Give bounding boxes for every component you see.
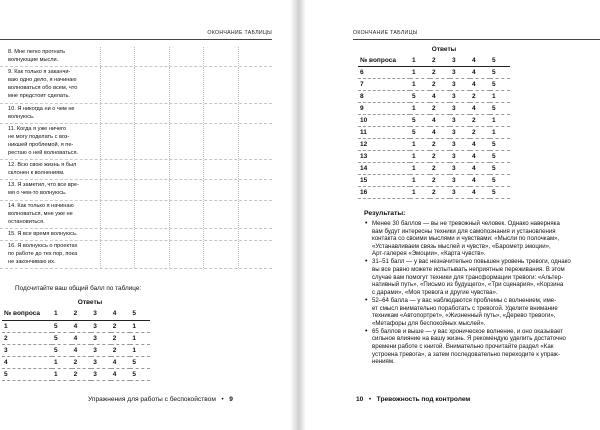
question-number: 12: [358, 139, 410, 151]
result-line: «Метафоры для беспокойных мыслей».: [372, 319, 486, 327]
score-value: 1: [410, 187, 430, 199]
question-number: 8: [358, 91, 410, 103]
answer-column-header: 1: [52, 308, 72, 320]
score-value: 4: [470, 139, 490, 151]
result-line: 52–64 балла — у вас наблюдаются проблемы с волнением, име-: [372, 296, 557, 304]
results-title: Результаты:: [364, 210, 406, 217]
result-line: 31–51 балл — у вас незначительно повышен уровень тревоги, однако: [372, 258, 571, 266]
result-line: сильное влияние на вашу жизнь. Я рекомендую уделить достаточно: [372, 335, 566, 343]
answer-cell: [203, 160, 237, 179]
score-value: 2: [430, 187, 450, 199]
score-value: 2: [470, 115, 490, 127]
answer-column-header: 1: [410, 55, 430, 67]
statement-row: [0, 104, 272, 124]
score-value: 4: [72, 332, 92, 344]
score-row: [358, 127, 510, 139]
score-value: 3: [91, 356, 111, 368]
footer-bullet: •: [365, 396, 375, 403]
score-value: 1: [410, 175, 430, 187]
statement-line: 15. Я все время волнуюсь.: [8, 230, 78, 237]
score-value: 1: [130, 344, 150, 356]
statement-row: [0, 67, 272, 103]
statement-text: [0, 160, 100, 179]
score-value: 2: [111, 332, 131, 344]
answer-column-header: 2: [430, 55, 450, 67]
score-value: 2: [430, 151, 450, 163]
answer-cell: [134, 160, 168, 179]
header-rule: [0, 39, 272, 40]
score-value: 1: [490, 115, 510, 127]
score-value: 3: [450, 151, 470, 163]
score-value: 3: [91, 320, 111, 332]
statement-text: [0, 241, 100, 268]
score-value: 3: [450, 163, 470, 175]
statement-line: волнующие мысли.: [8, 57, 59, 64]
result-line: 65 баллов и выше — у вас хроническое волнение, и оно оказывает: [372, 327, 564, 335]
score-row: [358, 151, 510, 163]
score-row: [358, 103, 510, 115]
score-value: 5: [410, 127, 430, 139]
score-value: 4: [72, 320, 92, 332]
score-value: 1: [410, 67, 430, 79]
question-header: № вопроса: [358, 55, 410, 67]
score-value: 2: [430, 67, 450, 79]
answer-cell: [134, 241, 168, 268]
score-value: 2: [111, 344, 131, 356]
score-value: 3: [91, 332, 111, 344]
score-grid: [358, 55, 510, 199]
score-value: 2: [470, 91, 490, 103]
score-value: 4: [470, 151, 490, 163]
answer-cell: [238, 229, 272, 240]
score-row: [358, 175, 510, 187]
left-page: [0, 0, 290, 430]
footer-title: Упражнения для работы с беспокойством: [88, 396, 216, 403]
score-row: [358, 187, 510, 199]
question-number: 16: [358, 187, 410, 199]
answer-cell: [169, 241, 203, 268]
statement-line: 13. Я заметил, что все вре-: [8, 182, 79, 189]
score-value: 1: [130, 320, 150, 332]
answer-column-header: 2: [72, 308, 92, 320]
statement-text: [0, 180, 100, 199]
answer-cell: [203, 201, 237, 228]
score-value: 5: [490, 139, 510, 151]
answer-cell: [134, 47, 168, 66]
score-value: 2: [430, 139, 450, 151]
answer-cell: [134, 104, 168, 123]
question-number: 9: [358, 103, 410, 115]
statement-line: 10. Я никогда ни о чем не: [8, 105, 75, 112]
score-table-right: [358, 45, 510, 199]
score-value: 3: [450, 103, 470, 115]
answer-column-header: 5: [130, 308, 150, 320]
statement-row: [0, 160, 272, 180]
score-value: 1: [410, 151, 430, 163]
answer-cell: [134, 201, 168, 228]
score-value: 2: [430, 163, 450, 175]
statement-line: никшей проблемой, я пе-: [8, 141, 74, 148]
score-value: 5: [52, 344, 72, 356]
answer-cell: [100, 124, 134, 159]
result-line: ет смысл внимательно поработать с тревогой. Уделите внимание: [372, 304, 558, 312]
score-row: [2, 344, 150, 356]
result-line: времени работе с книгой. Внимательно прочитайте раздел «Как: [372, 343, 554, 350]
answer-cell: [238, 67, 272, 102]
answer-cell: [203, 67, 237, 102]
statement-line: 11. Когда я уже ничего: [8, 125, 67, 132]
statement-row: [0, 241, 272, 269]
statement-text: [0, 201, 100, 228]
question-number: 15: [358, 175, 410, 187]
result-item: [364, 220, 600, 258]
statement-text: [0, 47, 100, 66]
score-row: [358, 139, 510, 151]
score-value: 4: [470, 103, 490, 115]
statement-line: ваю одно дело, я начинаю: [8, 77, 77, 84]
running-head: ОКОНЧАНИЕ ТАБЛИЦЫ: [353, 30, 418, 36]
result-line: нениям.: [372, 358, 395, 366]
answer-cell: [134, 67, 168, 102]
statement-text: [0, 124, 100, 159]
score-value: 5: [490, 151, 510, 163]
score-value: 5: [490, 103, 510, 115]
answer-cell: [100, 67, 134, 102]
score-value: 3: [450, 79, 470, 91]
answers-label: Ответы: [77, 299, 103, 306]
answer-cell: [100, 180, 134, 199]
answer-cell: [238, 47, 272, 66]
score-value: 4: [430, 91, 450, 103]
statement-line: волнуюсь.: [8, 113, 35, 120]
question-number: 4: [2, 356, 52, 368]
answer-cell: [238, 124, 272, 159]
score-row: [2, 356, 150, 368]
score-value: 4: [430, 115, 450, 127]
answer-cell: [134, 180, 168, 199]
score-value: 3: [450, 115, 470, 127]
result-line: Арт-галерея «Эмоции», «Карта чувств».: [372, 250, 486, 258]
statement-line: не закончиваю их.: [8, 259, 56, 266]
statement-line: рестаю о ней волноваться.: [8, 150, 79, 157]
score-row: [2, 368, 150, 380]
answer-cell: [169, 47, 203, 66]
score-value: 1: [52, 368, 72, 380]
score-row: [2, 332, 150, 344]
score-value: 2: [430, 103, 450, 115]
running-head: ОКОНЧАНИЕ ТАБЛИЦЫ: [207, 30, 272, 36]
statements-table: [0, 47, 272, 269]
score-value: 3: [91, 368, 111, 380]
answer-cell: [169, 180, 203, 199]
result-line: вы все равно можете испытывать неприятные переживания. В этом: [372, 266, 565, 274]
answer-cell: [203, 47, 237, 66]
score-value: 2: [72, 368, 92, 380]
statement-row: [0, 124, 272, 160]
score-value: 3: [450, 67, 470, 79]
results-list: [364, 220, 600, 366]
answer-column-header: 5: [490, 55, 510, 67]
footer-title: Тревожность под контролем: [376, 396, 471, 403]
question-number: 5: [2, 368, 52, 380]
statement-line: не могу поделать с воз-: [8, 133, 70, 140]
question-number: 2: [2, 332, 52, 344]
score-value: 1: [52, 356, 72, 368]
statement-line: остановиться.: [8, 218, 45, 225]
result-line: техникам «Автопортрет», «Жизненный путь», «Дерево тревоги»,: [372, 312, 556, 320]
score-value: 1: [130, 332, 150, 344]
answer-cell: [134, 124, 168, 159]
result-line: Менее 30 баллов — вы не тревожный человек. Однако наверняка: [372, 220, 560, 227]
result-line: устроена тревога», а затем последовательно переходите к упраж-: [372, 350, 560, 358]
question-number: 14: [358, 163, 410, 175]
score-value: 2: [430, 175, 450, 187]
answer-cell: [203, 104, 237, 123]
answer-cell: [100, 160, 134, 179]
score-value: 5: [490, 187, 510, 199]
score-value: 5: [52, 320, 72, 332]
statement-row: [0, 201, 272, 229]
result-item: [364, 328, 600, 366]
score-value: 3: [450, 91, 470, 103]
question-number: 6: [358, 67, 410, 79]
result-item: [364, 258, 600, 296]
score-value: 3: [91, 344, 111, 356]
question-number: 11: [358, 127, 410, 139]
answer-cell: [169, 229, 203, 240]
score-row: [358, 79, 510, 91]
score-value: 4: [470, 187, 490, 199]
statement-line: по работе до тех пор, пока: [8, 250, 78, 257]
answer-cell: [238, 201, 272, 228]
score-value: 5: [490, 79, 510, 91]
score-value: 4: [111, 356, 131, 368]
answers-label: Ответы: [431, 46, 457, 53]
score-value: 4: [470, 79, 490, 91]
result-line: вам будут интересны техники для самопознания и установления: [372, 227, 556, 235]
score-value: 5: [490, 163, 510, 175]
score-value: 4: [470, 163, 490, 175]
statement-line: мя о чем-то волнуюсь.: [8, 190, 67, 197]
score-row: [358, 115, 510, 127]
answer-cell: [169, 201, 203, 228]
statement-row: [0, 180, 272, 200]
score-grid: [2, 308, 150, 381]
statement-row: [0, 47, 272, 67]
score-row: [358, 91, 510, 103]
statement-line: 16. Я волнуюсь о проектах: [8, 242, 78, 249]
statement-text: [0, 104, 100, 123]
answer-cell: [100, 104, 134, 123]
question-number: 7: [358, 79, 410, 91]
answer-column-header: 3: [91, 308, 111, 320]
footer-bullet: •: [217, 396, 228, 403]
answer-cell: [203, 229, 237, 240]
question-number: 10: [358, 115, 410, 127]
answer-cell: [100, 229, 134, 240]
book-gutter: [290, 0, 306, 430]
answer-cell: [238, 160, 272, 179]
question-number: 13: [358, 151, 410, 163]
score-value: 1: [410, 79, 430, 91]
score-value: 5: [130, 356, 150, 368]
footer-left: [88, 396, 233, 403]
statement-row: [0, 229, 272, 241]
statement-line: склонен к волнениям.: [8, 170, 65, 177]
score-table-left: [2, 297, 150, 381]
header-row: [2, 308, 150, 320]
score-value: 2: [430, 79, 450, 91]
statement-line: 14. Как только я начинаю: [8, 202, 74, 209]
answer-cell: [238, 104, 272, 123]
score-value: 5: [410, 91, 430, 103]
answer-cell: [203, 180, 237, 199]
question-header: № вопроса: [2, 308, 52, 320]
score-value: 3: [450, 187, 470, 199]
result-line: контакта со своими мыслями и чувствами: «Мысли по полочкам»,: [372, 235, 560, 243]
answer-cell: [169, 104, 203, 123]
score-value: 3: [450, 139, 470, 151]
score-row: [2, 320, 150, 332]
score-value: 4: [430, 127, 450, 139]
score-value: 5: [410, 115, 430, 127]
score-value: 4: [111, 368, 131, 380]
answer-cell: [100, 241, 134, 268]
score-value: 4: [470, 67, 490, 79]
score-value: 4: [470, 175, 490, 187]
result-line: нативный путь», «Письмо из будущего», «Три сценария», «Корзина: [372, 281, 564, 289]
score-value: 2: [72, 356, 92, 368]
score-value: 3: [450, 127, 470, 139]
statement-line: мне предстоит сделать.: [8, 93, 70, 100]
answer-cell: [169, 124, 203, 159]
statement-line: 8. Мне легко прогнать: [8, 49, 66, 55]
result-line: «Устанавливаем связь мыслей и чувств», «Барометр эмоции»,: [372, 242, 551, 250]
statement-text: [0, 229, 100, 240]
score-value: 5: [130, 368, 150, 380]
header-rule: [353, 39, 600, 40]
score-value: 1: [410, 163, 430, 175]
result-line: с дарами», «Моя тревога и другие чувства».: [372, 288, 498, 296]
answer-column-header: 4: [470, 55, 490, 67]
result-line: случае вам помогут техники для трансформации тревоги: «Альтер-: [372, 273, 564, 281]
statement-line: волноваться обо всем, что: [8, 85, 78, 92]
footer-right: [356, 396, 470, 403]
score-value: 5: [490, 67, 510, 79]
score-value: 3: [450, 175, 470, 187]
score-value: 2: [111, 320, 131, 332]
answer-cell: [238, 241, 272, 268]
score-value: 1: [490, 127, 510, 139]
answer-cell: [169, 67, 203, 102]
score-value: 1: [410, 139, 430, 151]
question-number: 1: [2, 320, 52, 332]
statement-line: волноваться, мне уже не: [8, 210, 73, 217]
statement-line: 9. Как только я заканчи-: [8, 69, 71, 76]
question-number: 3: [2, 344, 52, 356]
statement-text: [0, 67, 100, 102]
answer-cell: [238, 180, 272, 199]
answer-cell: [100, 201, 134, 228]
statement-line: 12. Всю свою жизнь я был: [8, 162, 77, 169]
score-value: 5: [52, 332, 72, 344]
score-row: [358, 67, 510, 79]
answer-column-header: 4: [111, 308, 131, 320]
page-number: 9: [229, 396, 233, 403]
answer-cell: [100, 47, 134, 66]
score-value: 2: [470, 127, 490, 139]
instruction-text: Подсчитайте ваш общий балл по таблице:: [15, 285, 142, 292]
answer-column-header: 3: [450, 55, 470, 67]
page-number: 10: [356, 396, 364, 403]
answer-cell: [134, 229, 168, 240]
score-value: 5: [490, 175, 510, 187]
score-value: 1: [490, 91, 510, 103]
score-value: 1: [410, 103, 430, 115]
score-value: 4: [72, 344, 92, 356]
score-row: [358, 163, 510, 175]
answer-cell: [203, 124, 237, 159]
result-item: [364, 297, 600, 327]
answer-cell: [203, 241, 237, 268]
header-row: [358, 55, 510, 67]
answer-cell: [169, 160, 203, 179]
